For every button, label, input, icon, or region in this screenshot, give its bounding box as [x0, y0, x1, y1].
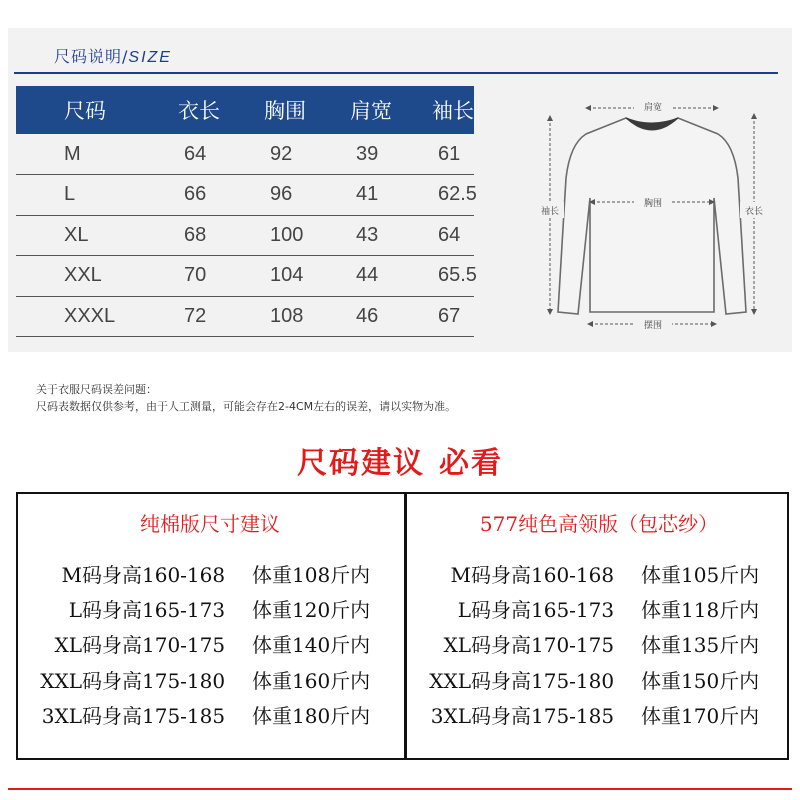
cell-chest: 104	[224, 256, 310, 297]
header-size: 尺码	[16, 86, 138, 134]
rec-size: 3XL码	[41, 704, 102, 728]
rec-size: XL码	[54, 633, 102, 657]
cell-shoulder: 44	[310, 256, 392, 297]
cell-sleeve: 64	[392, 215, 474, 256]
cell-size: XXXL	[16, 296, 138, 337]
bottom-red-rule	[8, 788, 792, 790]
cell-shoulder: 43	[310, 215, 392, 256]
rec-weight: 体重140斤内	[252, 633, 371, 657]
hem-label: 摆围	[643, 321, 663, 331]
cell-length: 70	[138, 256, 224, 297]
rec-height: 身高175-185	[491, 704, 615, 728]
cell-sleeve: 62.5	[392, 175, 474, 216]
rec-weight: 体重180斤内	[252, 704, 371, 728]
table-row	[16, 256, 474, 297]
cell-size: XXL	[16, 256, 138, 297]
cell-size: M	[16, 134, 138, 175]
cell-chest: 108	[224, 296, 310, 337]
recommendation-box	[16, 492, 789, 760]
rec-height: 身高175-180	[102, 669, 226, 693]
high-collar-version-heading: 577纯色高领版（包芯纱）	[479, 512, 719, 536]
cell-sleeve: 61	[392, 134, 474, 175]
size-title-sep: /	[122, 47, 129, 66]
recommendation-title-b: 必看	[439, 446, 503, 481]
cotton-version-heading: 纯棉版尺寸建议	[140, 512, 280, 536]
rec-size: L码	[457, 598, 491, 622]
rec-height: 身高160-168	[491, 563, 615, 587]
shoulder-label: 肩宽	[643, 103, 663, 113]
cell-length: 72	[138, 296, 224, 337]
error-note-title: 关于衣服尺码误差问题：	[36, 383, 157, 396]
cell-chest: 100	[224, 215, 310, 256]
size-title-cn: 尺码说明	[54, 47, 123, 66]
rec-weight: 体重150斤内	[641, 669, 760, 693]
rec-height: 身高160-168	[102, 563, 226, 587]
rec-height: 身高175-185	[102, 704, 226, 728]
rec-height: 身高175-180	[491, 669, 615, 693]
table-row	[16, 175, 474, 216]
table-row	[16, 215, 474, 256]
header-length: 衣长	[138, 86, 224, 134]
rec-height: 身高170-175	[102, 633, 226, 657]
rec-size: XXL码	[40, 669, 102, 693]
size-table	[16, 86, 477, 337]
cell-sleeve: 67	[392, 296, 474, 337]
rec-weight: 体重108斤内	[252, 563, 371, 587]
rec-height: 身高165-173	[491, 598, 615, 622]
rec-size: XL码	[443, 633, 491, 657]
cell-shoulder: 41	[310, 175, 392, 216]
header-sleeve: 袖长	[392, 86, 474, 134]
shirt-outline	[558, 118, 746, 314]
sleeve-label: 袖长	[540, 207, 560, 217]
cell-length: 68	[138, 215, 224, 256]
rec-weight: 体重105斤内	[641, 563, 760, 587]
header-shoulder: 肩宽	[310, 86, 392, 134]
cell-shoulder: 39	[310, 134, 392, 175]
rec-size: M码	[450, 563, 491, 587]
cell-shoulder: 46	[310, 296, 392, 337]
rec-size: XXL码	[429, 669, 491, 693]
title-divider	[14, 72, 778, 74]
rec-weight: 体重120斤内	[252, 598, 371, 622]
size-table-header	[16, 86, 474, 134]
rec-size: L码	[68, 598, 102, 622]
cell-length: 64	[138, 134, 224, 175]
recommendation-title	[0, 438, 800, 482]
chest-label: 胸围	[643, 199, 663, 209]
rec-weight: 体重170斤内	[641, 704, 760, 728]
length-label: 衣长	[744, 207, 764, 217]
size-section-title	[54, 44, 172, 67]
rec-height: 身高165-173	[102, 598, 226, 622]
size-title-en: SIZE	[128, 49, 172, 66]
cell-size: L	[16, 175, 138, 216]
rec-weight: 体重118斤内	[641, 598, 760, 622]
cell-sleeve: 65.5	[392, 256, 474, 297]
rec-weight: 体重160斤内	[252, 669, 371, 693]
recommendation-title-a: 尺码建议	[297, 446, 425, 481]
garment-measurement-diagram	[528, 88, 778, 338]
table-row	[16, 134, 474, 175]
error-note-body: 尺码表数据仅供参考，由于人工测量，可能会存在2-4CM左右的误差，请以实物为准。	[36, 400, 457, 413]
rec-size: M码	[61, 563, 102, 587]
cell-size: XL	[16, 215, 138, 256]
rec-weight: 体重135斤内	[641, 633, 760, 657]
table-row	[16, 296, 474, 337]
rec-size: 3XL码	[430, 704, 491, 728]
cell-chest: 96	[224, 175, 310, 216]
cell-chest: 92	[224, 134, 310, 175]
cell-length: 66	[138, 175, 224, 216]
rec-height: 身高170-175	[491, 633, 615, 657]
header-chest: 胸围	[224, 86, 310, 134]
